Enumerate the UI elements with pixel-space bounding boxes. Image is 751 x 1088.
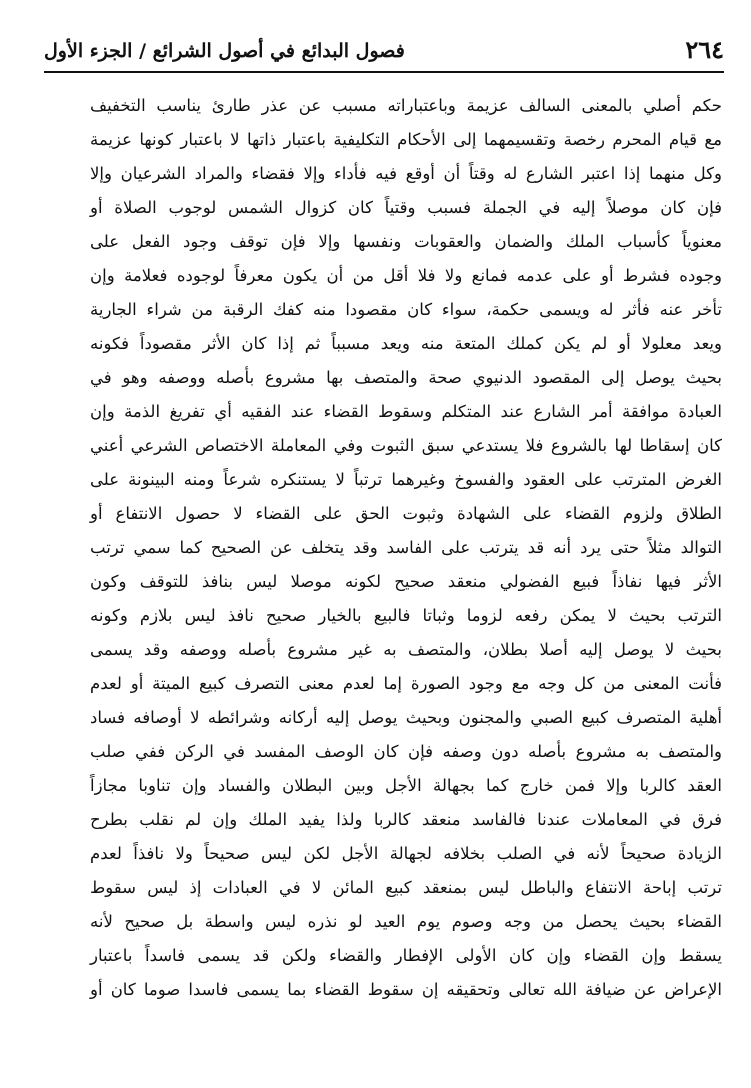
text-line: التوالد مثلاً حتى يرد أنه قد يترتب على الفاسد وقد يتخلف عن الصحيح كما سمي ترتب <box>90 538 722 557</box>
page-number: ٢٦٤ <box>685 35 724 64</box>
text-line: حكم أصلي بالمعنى السالف عزيمة وباعتباراته مسبب عن عذر طارئ يناسب التخفيف <box>90 96 722 115</box>
text-line: ويعد معلولا أو لم يكن كملك المتعة منه ويعد مسبباً ثم إذا كان الأثر مقصوداً فكونه <box>90 334 722 353</box>
text-line: العقد كالربا وإلا فمن خارج كما بجهالة الأجل وبين البطلان والفساد وإن تناوبا مجازاً <box>90 776 722 795</box>
text-line: الغرض المترتب على العقود والفسوخ وغيرهما ترتباً لا يستنكره شرعاً ومنه البينونة على <box>90 470 722 489</box>
header-rule <box>44 71 724 73</box>
text-line: القضاء بحيث يحصل من وجه وصوم يوم العيد لو نذره ليس واسطة بل صحيح لأنه <box>90 912 722 931</box>
text-line: الزيادة صحيحاً لأنه في الصلب بخلافه لجهالة الأجل لكن ليس صحيحاً ولا نافذاً لعدم <box>90 844 722 863</box>
text-line: العبادة موافقة أمر الشارع عند المتكلم وسقوط القضاء عند الفقيه أي تفريغ الذمة وإن <box>90 402 722 421</box>
text-line: تأخر عنه فأثر له ويسمى حكمة، سواء كان مقصودا منه كفك الرقبة من شراء الجارية <box>90 300 722 319</box>
text-line: بحيث لا يوصل إليه أصلا بطلان، والمتصف به غير مشروع بأصله ووصفه وقد يسمى <box>90 640 722 659</box>
text-line: الترتب بحيث لا يمكن رفعه لزوما وثباتا فالبيع بالخيار صحيح نافذ ليس بلازم وكونه <box>90 606 722 625</box>
running-title: فصول البدائع في أصول الشرائع / الجزء الأول <box>44 40 405 62</box>
text-line: فرق في المعاملات عندنا فالفاسد منعقد كالربا ولذا يفيد الملك وإن لم نقلب بطرح <box>90 810 722 829</box>
text-line: فأنت المعنى من كل وجه مع وجود الصورة إما لعدم معنى التصرف كبيع الميتة أو لعدم <box>90 674 722 693</box>
text-line: وكل منهما إذا اعتبر الشارع له وقتاً أن أوقع فيه فأداء وإلا فقضاء والمراد الشرعيان وإلا <box>90 164 722 183</box>
text-line: الأثر فيها نفاذاً فبيع الفضولي منعقد صحيح لكونه موصلا ليس بنافذ للتوقف وكون <box>90 572 722 591</box>
text-line: الطلاق ولزوم القضاء على الشهادة وثبوت الحق على القضاء لا حصول الانتفاع أو <box>90 504 722 523</box>
page-header <box>44 30 724 74</box>
text-line: فإن كان موصلاً إليه في الجملة فسبب وقتياً كان كزوال الشمس لوجوب الصلاة أو <box>90 198 722 217</box>
text-line: مع قيام المحرم رخصة وتقسيمهما إلى الأحكام التكليفية باعتبار ذاتها لا باعتبار كونها عزيمة <box>90 130 722 149</box>
text-line: ترتب إباحة الانتفاع والباطل ليس بمنعقد كبيع المائن لا في العبادات إذ ليس سقوط <box>90 878 722 897</box>
text-line: أهلية المتصرف كبيع الصبي والمجنون وبحيث يوصل إليه أركانه وشرائطه لا أوصافه فساد <box>90 708 722 727</box>
body-text <box>90 89 722 1007</box>
text-line: كان إسقاطا لها بالشروع فلا يستدعي سبق الثبوت وفي المعاملة الاختصاص الشرعي أعني <box>90 436 722 455</box>
text-line: الإعراض عن ضيافة الله تعالى وتحقيقه إن سقوط القضاء بما يسمى فاسدا صوما كان أو <box>90 980 722 999</box>
text-line: يسقط وإن القضاء وإن كان الأولى الإفطار والقضاء ولكن قد يسمى فاسداً باعتبار <box>90 946 722 965</box>
text-line: وجوده فشرط أو على عدمه فمانع ولا فلا أقل من أن يكون معرفاً لوجوده فعلامة وإن <box>90 266 722 285</box>
text-line: والمتصف به مشروع بأصله دون وصفه فإن كان الوصف المفسد في الركن ففي صلب <box>90 742 722 761</box>
text-line: معنوياً كأسباب الملك والضمان والعقوبات ونفسها وإلا فإن توقف وجود الفعل على <box>90 232 722 251</box>
text-line: بحيث يوصل إلى المقصود الدنيوي صحة والمتصف بها مشروع بأصله ووصفه وهو في <box>90 368 722 387</box>
